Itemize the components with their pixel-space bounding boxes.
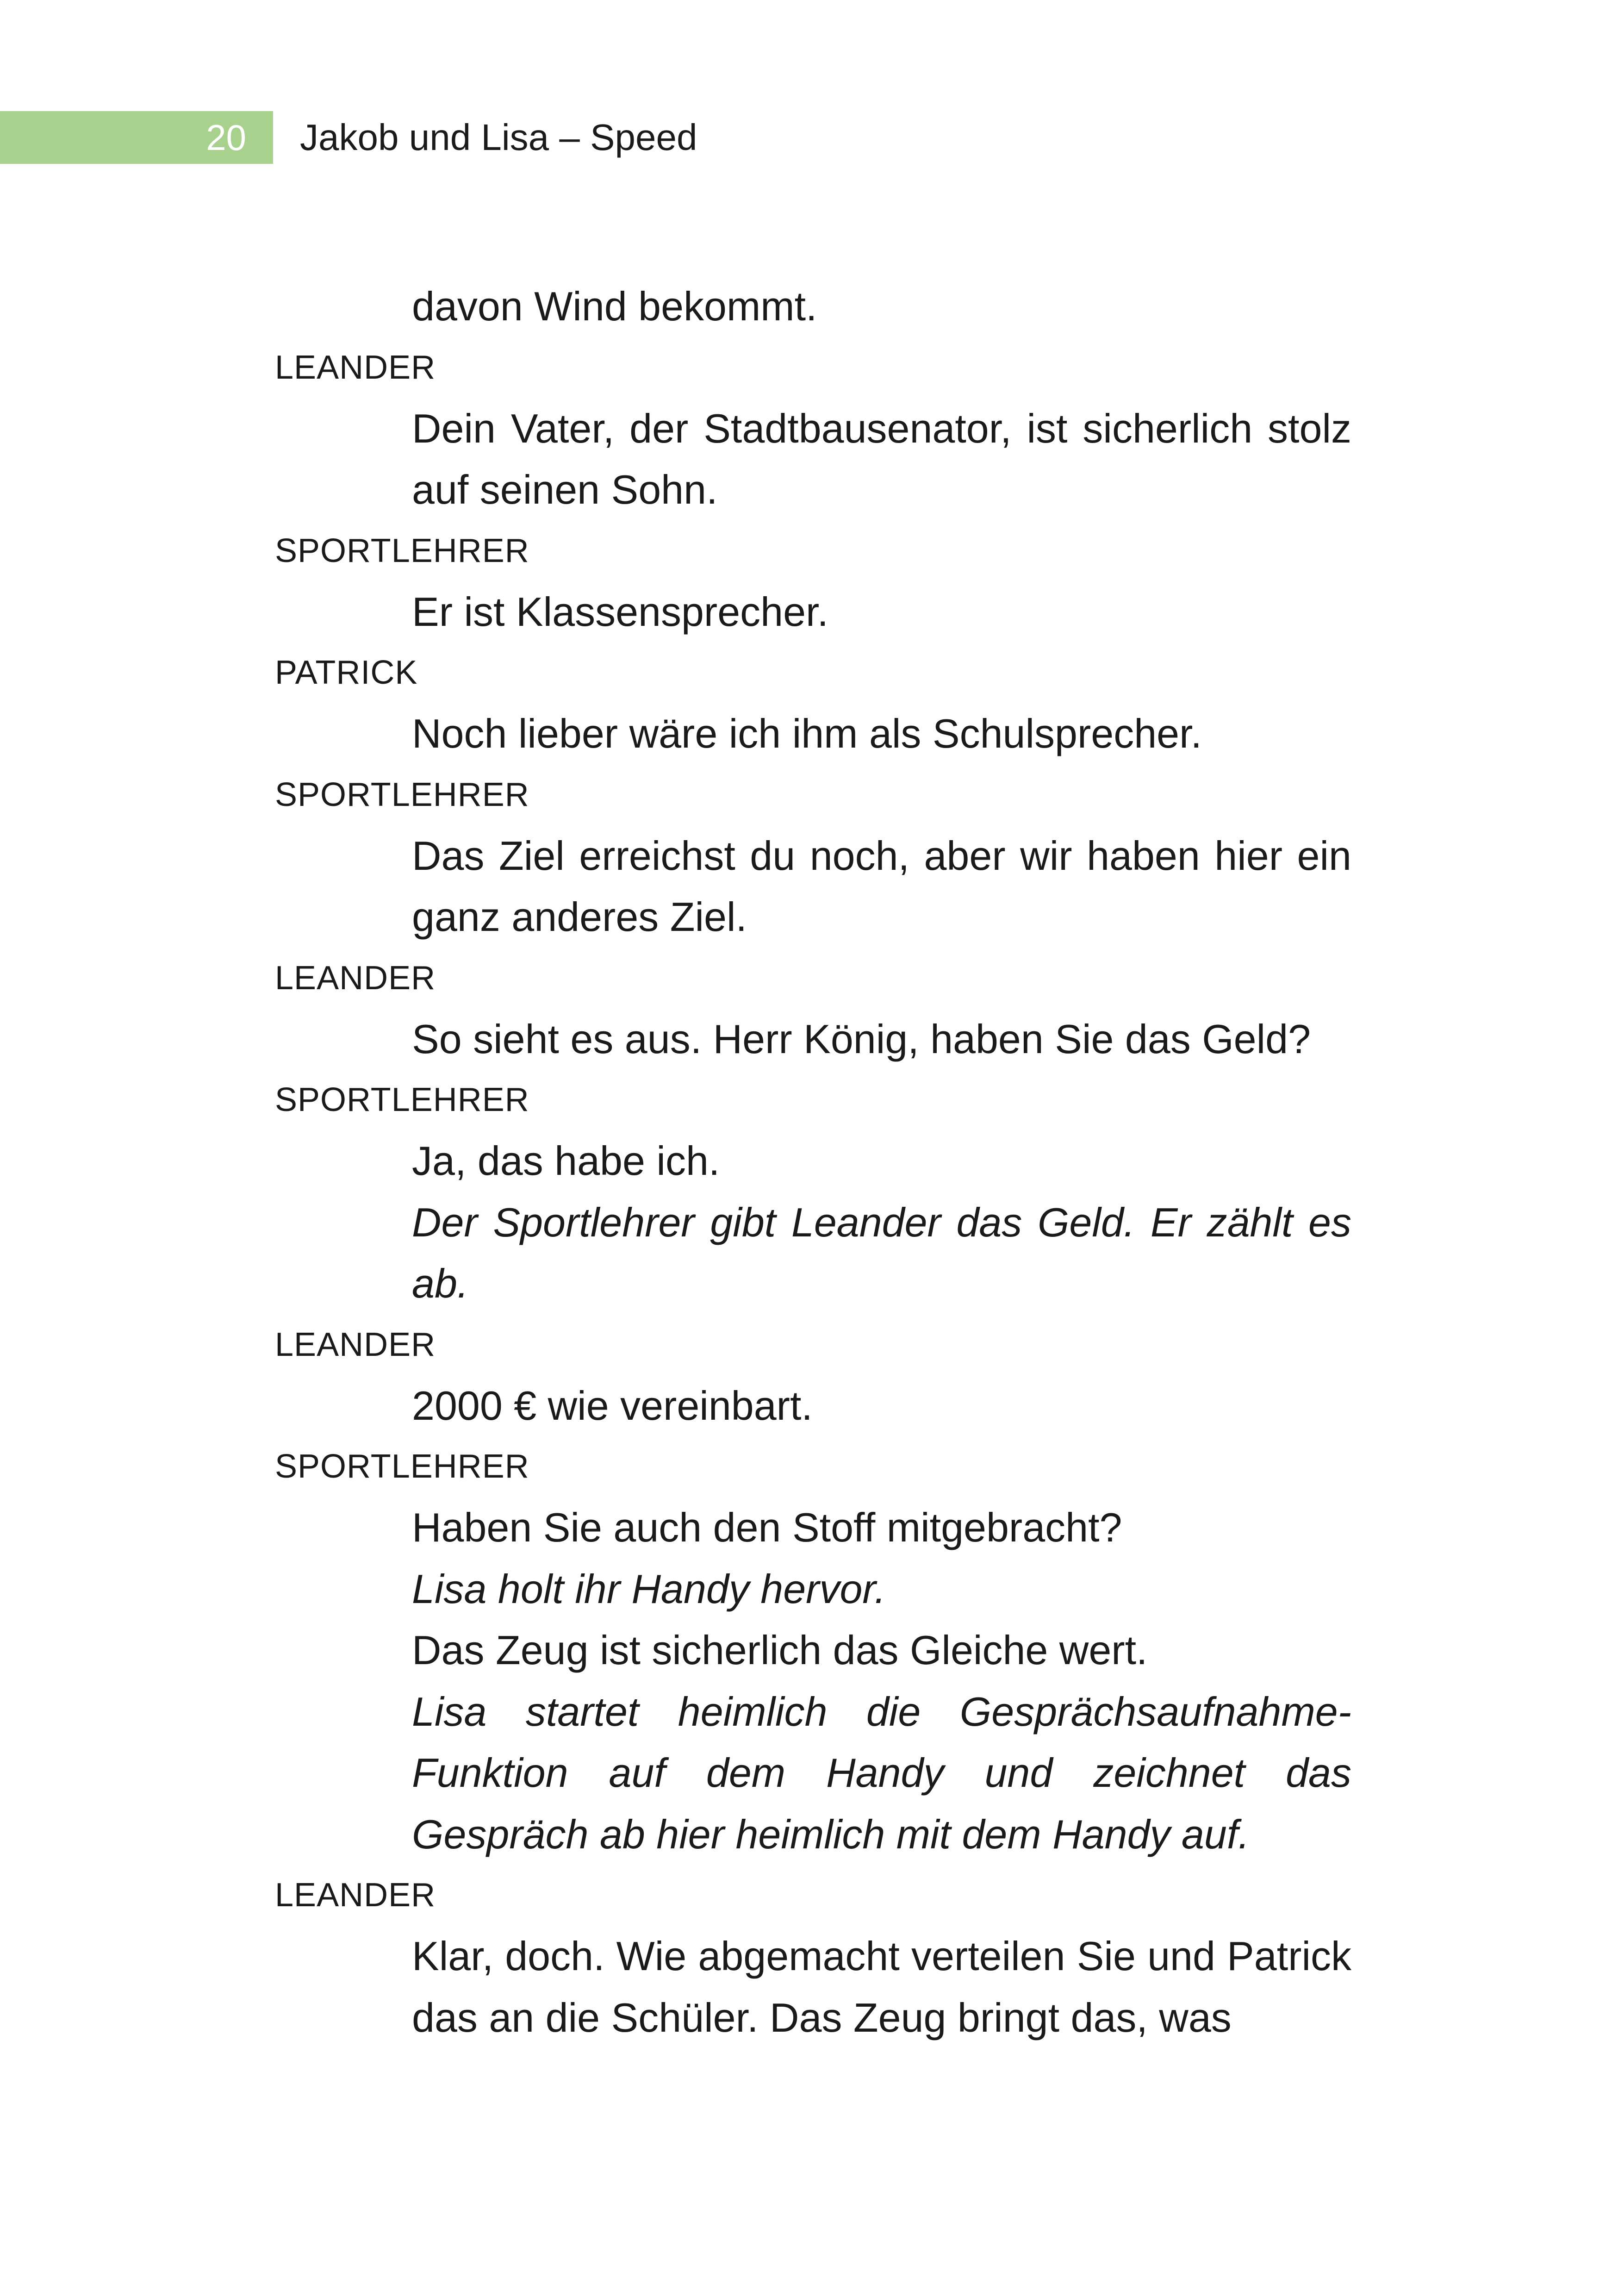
page-number: 20 — [0, 111, 273, 164]
speaker-name: SPORTLEHRER — [275, 776, 529, 813]
speaker-name: LEANDER — [275, 1877, 436, 1914]
speaker-name: LEANDER — [275, 959, 436, 997]
dialogue-line: Ja, das habe ich. — [412, 1138, 720, 1184]
speaker-name: SPORTLEHRER — [275, 1081, 529, 1118]
dialogue-line: 2000 € wie vereinbart. — [412, 1382, 813, 1429]
script-body — [0, 276, 1618, 2048]
dialogue-line: Das Ziel erreichst du noch, aber wir haben hier ein ganz anderes Ziel. — [412, 832, 1351, 940]
running-title: Jakob und Lisa – Speed — [300, 117, 697, 158]
dialogue-line: Das Zeug ist sicherlich das Gleiche wert. — [412, 1627, 1148, 1673]
dialogue-line: Er ist Klassensprecher. — [412, 588, 828, 635]
speaker-name: PATRICK — [275, 654, 418, 691]
stage-direction: Der Sportlehrer gibt Leander das Geld. Er zählt es ab. — [412, 1199, 1351, 1306]
speaker-name: SPORTLEHRER — [275, 532, 529, 569]
dialogue-line: Dein Vater, der Stadtbausenator, ist sicherlich stolz auf seinen Sohn. — [412, 405, 1351, 512]
speaker-name: LEANDER — [275, 1326, 436, 1363]
dialogue-line: davon Wind bekommt. — [412, 283, 817, 329]
stage-direction: Lisa startet heimlich die Gesprächsaufnahme-Funktion auf dem Handy und zeichnet das Gespräch ab hier heimlich mit dem Handy auf. — [412, 1688, 1351, 1857]
speaker-name: SPORTLEHRER — [275, 1448, 529, 1485]
dialogue-line: Klar, doch. Wie abgemacht verteilen Sie und Patrick das an die Schüler. Das Zeug bringt das, was — [412, 1933, 1351, 2040]
dialogue-line: Noch lieber wäre ich ihm als Schulsprecher. — [412, 711, 1202, 756]
speaker-name: LEANDER — [275, 349, 436, 386]
dialogue-line: Haben Sie auch den Stoff mitgebracht? — [412, 1504, 1122, 1550]
stage-direction: Lisa holt ihr Handy hervor. — [412, 1566, 886, 1612]
dialogue-line: So sieht es aus. Herr König, haben Sie das Geld? — [412, 1016, 1311, 1062]
